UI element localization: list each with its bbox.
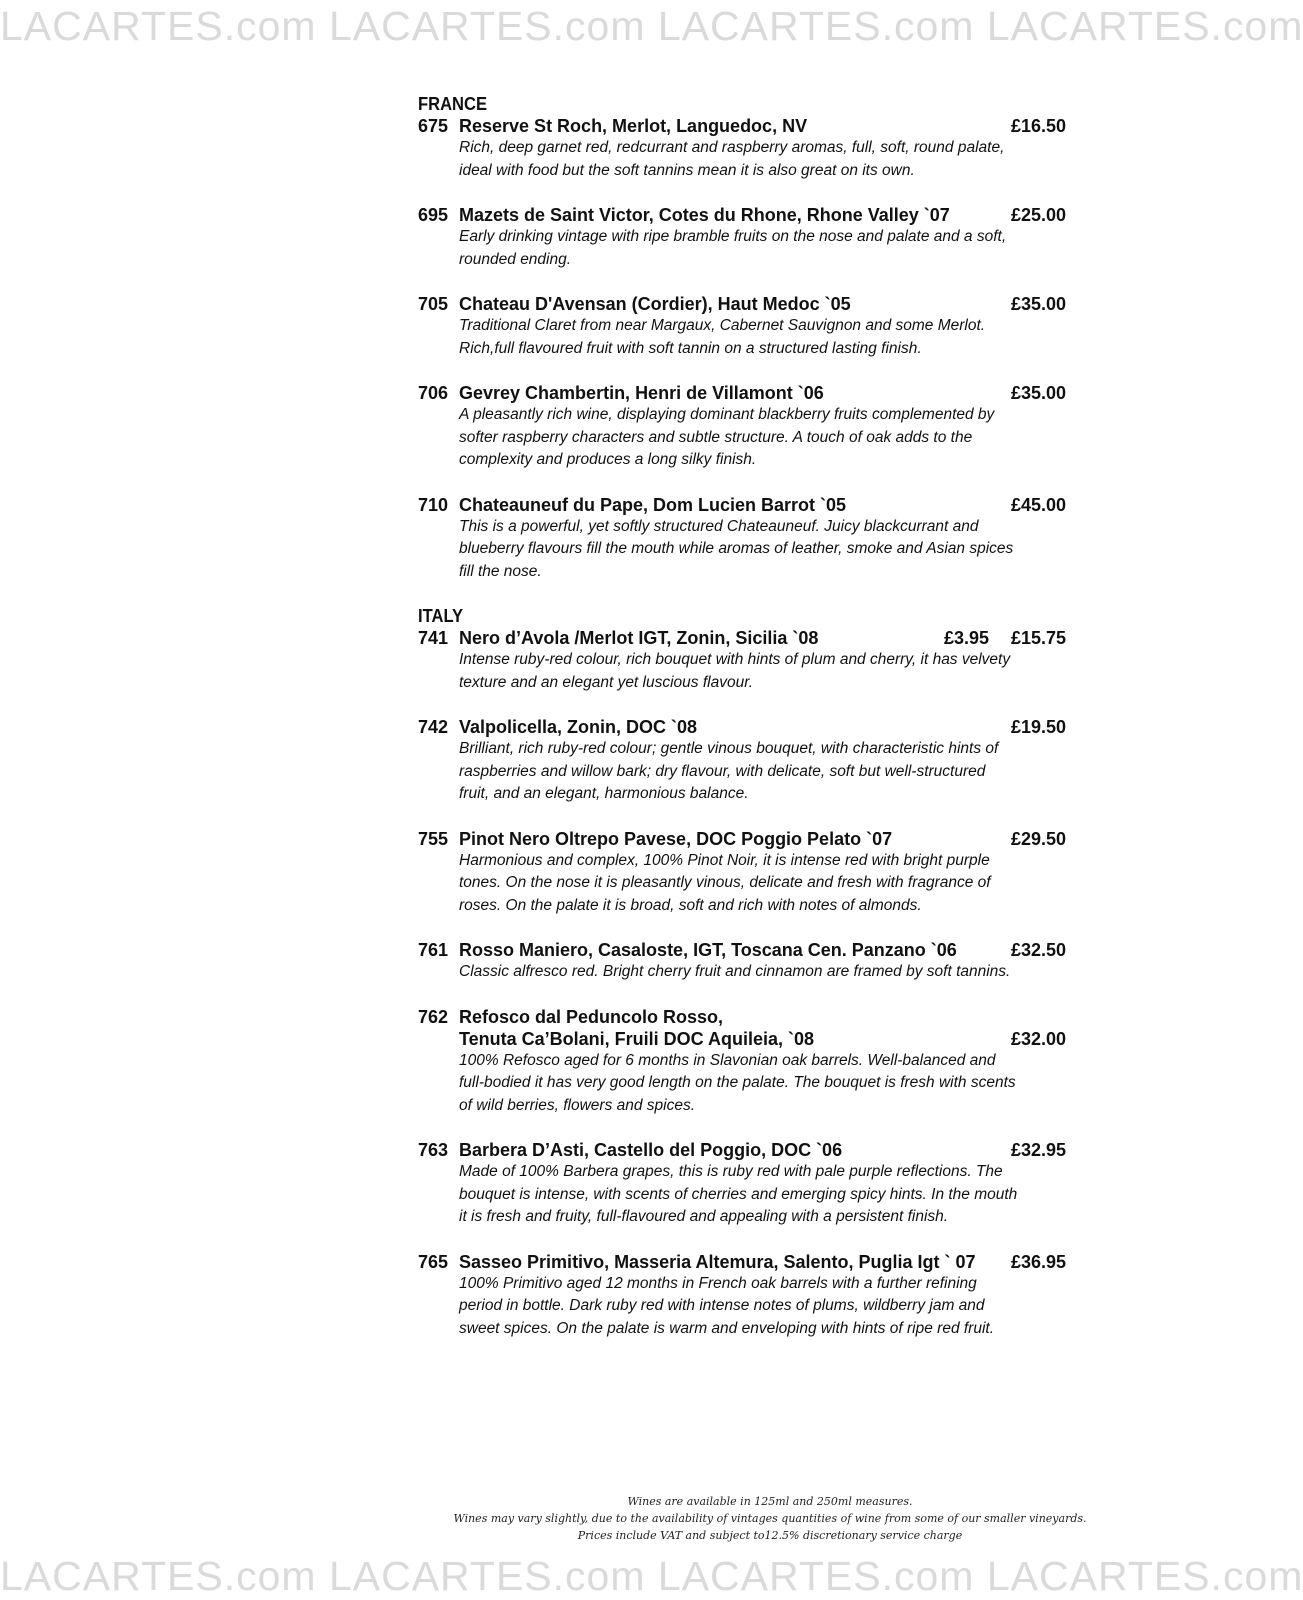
wine-name: Barbera D’Asti, Castello del Poggio, DOC `06 xyxy=(459,1140,843,1160)
wine-price: £16.50 xyxy=(1010,116,1066,136)
wine-item xyxy=(418,1251,1066,1341)
wine-name: Chateau D'Avensan (Cordier), Haut Medoc `05 xyxy=(459,294,851,314)
wine-description: Classic alfresco red. Bright cherry fruit and cinnamon are framed by soft tannins. xyxy=(459,963,1011,980)
wine-name: Mazets de Saint Victor, Cotes du Rhone, Rhone Valley `07 xyxy=(459,205,950,225)
wine-name: Reserve St Roch, Merlot, Languedoc, NV xyxy=(459,116,808,136)
wine-name: Valpolicella, Zonin, DOC `08 xyxy=(459,717,698,737)
wine-item xyxy=(418,627,1066,694)
footer-notes xyxy=(420,1493,1120,1544)
section-title: FRANCE xyxy=(418,94,487,114)
wine-number: 761 xyxy=(418,940,449,960)
wine-description: This is a powerful, yet softly structured Chateauneuf. Juicy blackcurrant and blueberry flavours fill the mouth while aromas of leather, smoke and Asian spices fill the nose. xyxy=(459,517,1014,580)
wine-price: £35.00 xyxy=(1010,294,1066,314)
wine-price: £15.75 xyxy=(1010,628,1066,648)
watermark-bottom: LACARTES.com LACARTES.com LACARTES.com LACARTES.com xyxy=(0,1553,1303,1599)
wine-description: Made of 100% Barbera grapes, this is ruby red with pale purple reflections. The bouquet is intense, with scents of cherries and emerging spicy hints. In the mouth it is fresh and fruity, full-flavoured and appealing with a persistent finish. xyxy=(459,1163,1018,1225)
wine-price: £32.50 xyxy=(1010,940,1066,960)
wine-item xyxy=(418,494,1066,584)
wine-number: 675 xyxy=(418,116,449,136)
wine-description: Brilliant, rich ruby-red colour; gentle vinous bouquet, with characteristic hints of raspberries and willow bark; dry flavour, with delicate, soft but well-structured fruit, and an elegant, harmonious balance. xyxy=(459,740,999,802)
wine-description: Intense ruby-red colour, rich bouquet with hints of plum and cherry, it has velvety texture and an elegant yet luscious flavour. xyxy=(459,651,1011,691)
wine-price: £32.00 xyxy=(1010,1028,1066,1049)
wine-description: Early drinking vintage with ripe bramble fruits on the nose and palate and a soft, rounded ending. xyxy=(459,228,1007,268)
footer-line: Wines may vary slightly, due to the availability of vintages quantities of wine from some of our smaller vineyards. xyxy=(453,1512,1087,1525)
wine-price: £45.00 xyxy=(1010,494,1066,515)
wine-price: £35.00 xyxy=(1010,383,1066,403)
wine-name: Nero d’Avola /Merlot IGT, Zonin, Sicilia `08 xyxy=(459,628,819,648)
wine-price: £19.50 xyxy=(1010,717,1066,737)
wine-number: 765 xyxy=(418,1251,449,1272)
wine-name-line2: Tenuta Ca’Bolani, Fruili DOC Aquileia, `08 xyxy=(459,1028,815,1049)
section-title: ITALY xyxy=(418,606,464,626)
wine-item xyxy=(418,204,1066,271)
watermark-top: LACARTES.com LACARTES.com LACARTES.com LACARTES.com xyxy=(0,3,1303,49)
wine-item xyxy=(418,828,1066,918)
wine-item xyxy=(418,293,1066,360)
wine-name: Chateauneuf du Pape, Dom Lucien Barrot `05 xyxy=(459,494,847,515)
wine-item xyxy=(418,1139,1066,1229)
wine-price: £32.95 xyxy=(1010,1140,1066,1160)
wine-item xyxy=(418,1006,1066,1118)
footer-line: Wines are available in 125ml and 250ml measures. xyxy=(627,1495,913,1508)
wine-description: A pleasantly rich wine, displaying dominant blackberry fruits complemented by softer raspberry characters and subtle structure. A touch of oak adds to the complexity and produces a long silky finish. xyxy=(459,406,995,468)
wine-number: 706 xyxy=(418,383,449,403)
wine-item xyxy=(418,716,1066,806)
wine-name: Rosso Maniero, Casaloste, IGT, Toscana Cen. Panzano `06 xyxy=(459,940,957,960)
wine-number: 710 xyxy=(418,494,449,515)
wine-name: Gevrey Chambertin, Henri de Villamont `06 xyxy=(459,383,824,403)
wine-name: Refosco dal Peduncolo Rosso, xyxy=(459,1006,724,1027)
wine-item xyxy=(418,939,1066,984)
wine-description: Traditional Claret from near Margaux, Cabernet Sauvignon and some Merlot. Rich,full flavoured fruit with soft tannin on a structured lasting finish. xyxy=(459,317,986,357)
footer-line: Prices include VAT and subject to12.5% discretionary service charge xyxy=(577,1529,963,1542)
wine-description: 100% Refosco aged for 6 months in Slavonian oak barrels. Well-balanced and full-bodied it has very good length on the palate. The bouquet is fresh with scents of wild berries, flowers and spices. xyxy=(459,1051,1016,1114)
wine-number: 755 xyxy=(418,828,449,849)
wine-menu xyxy=(418,93,1066,1362)
wine-number: 695 xyxy=(418,205,449,225)
section-italy xyxy=(418,605,1066,1340)
wine-name: Pinot Nero Oltrepo Pavese, DOC Poggio Pelato `07 xyxy=(459,828,893,849)
section-france xyxy=(418,93,1066,583)
wine-number: 763 xyxy=(418,1140,449,1160)
wine-number: 705 xyxy=(418,294,449,314)
wine-item xyxy=(418,382,1066,472)
wine-glass-price: £3.95 xyxy=(944,628,990,648)
wine-description: 100% Primitivo aged 12 months in French oak barrels with a further refining period in bottle. Dark ruby red with intense notes of plums, wildberry jam and sweet spices. On the palate is warm and enveloping with hints of ripe red fruit. xyxy=(459,1274,995,1337)
wine-description: Harmonious and complex, 100% Pinot Noir, it is intense red with bright purple tones. On the nose it is pleasantly vinous, delicate and fresh with fragrance of roses. On the palate it is broad, soft and rich with notes of almonds. xyxy=(459,851,991,914)
wine-price: £36.95 xyxy=(1010,1251,1066,1272)
wine-name: Sasseo Primitivo, Masseria Altemura, Salento, Puglia Igt ` 07 xyxy=(459,1251,976,1272)
wine-number: 741 xyxy=(418,628,449,648)
wine-price: £25.00 xyxy=(1010,205,1066,225)
wine-item xyxy=(418,115,1066,182)
wine-description: Rich, deep garnet red, redcurrant and raspberry aromas, full, soft, round palate, ideal with food but the soft tannins mean it is also great on its own. xyxy=(459,139,1005,179)
wine-number: 742 xyxy=(418,717,449,737)
wine-number: 762 xyxy=(418,1006,449,1027)
wine-price: £29.50 xyxy=(1010,828,1066,849)
